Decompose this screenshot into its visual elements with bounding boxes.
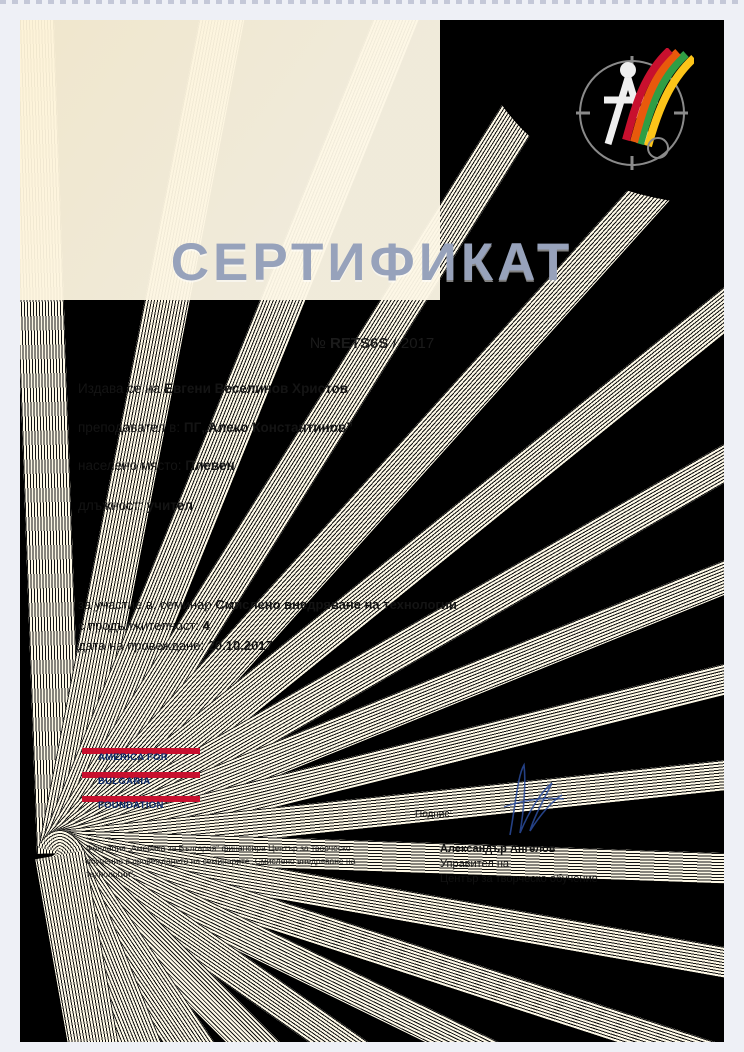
afb-line-3: FOUNDATION bbox=[98, 800, 164, 811]
field-recipient-value: Евгени Веселинов Христов bbox=[164, 381, 349, 396]
certificate-number bbox=[20, 335, 724, 352]
signatory-org: Център за творческо обучение bbox=[440, 873, 598, 885]
certificate-content bbox=[20, 20, 724, 1042]
field-school bbox=[78, 420, 353, 435]
certificate-number-value: RETS6S bbox=[330, 335, 389, 352]
signature-mark bbox=[490, 755, 580, 845]
field-position-label: длъжност: bbox=[78, 498, 143, 513]
certificate-number-suffix: / 2017 bbox=[392, 335, 435, 352]
funding-note: Фондация „Америка за България“ финансира Център за творческо обучение в провеждането на семинарите „Смислено внедряване на технологии“. bbox=[86, 843, 356, 879]
field-date-label: дата на провеждане: bbox=[78, 638, 205, 653]
field-date-value: 20.10.2017 bbox=[207, 638, 273, 653]
field-seminar bbox=[78, 597, 457, 612]
field-city-value: Плевен bbox=[185, 458, 235, 473]
field-city bbox=[78, 458, 235, 473]
page-title: СЕРТИФИКАТ bbox=[170, 233, 574, 292]
field-position-value: учител bbox=[146, 498, 193, 513]
field-duration-value: 4 bbox=[202, 618, 210, 633]
field-seminar-value: Смислено внедряване на технологии bbox=[215, 597, 457, 612]
signatory-name: Александър Ангелов bbox=[440, 843, 556, 855]
top-decorative-strip bbox=[0, 0, 744, 4]
field-recipient-label: Издава се на bbox=[78, 381, 161, 396]
field-recipient bbox=[78, 381, 348, 396]
field-position bbox=[78, 498, 193, 513]
field-school-value: ПГ„Алеко Константинов” bbox=[183, 420, 353, 435]
field-date bbox=[78, 638, 273, 653]
field-seminar-label: за участие в: семинар bbox=[78, 597, 212, 612]
field-duration-label: с продължителност: bbox=[78, 618, 199, 633]
signatory-role: Управител на bbox=[440, 858, 510, 870]
field-city-label: населено място: bbox=[78, 458, 182, 473]
field-duration bbox=[78, 618, 210, 633]
certificate-number-prefix: № bbox=[309, 335, 326, 352]
afb-line-2: BULGARIA bbox=[98, 776, 151, 787]
afb-line-1: AMERICA FOR bbox=[98, 752, 168, 763]
signature-label: Подпис: bbox=[415, 809, 453, 820]
field-school-label: преподавател в: bbox=[78, 420, 181, 435]
signature-block bbox=[440, 842, 710, 887]
america-for-bulgaria-foundation-logo bbox=[82, 742, 200, 814]
certificate-sheet bbox=[20, 20, 724, 1042]
